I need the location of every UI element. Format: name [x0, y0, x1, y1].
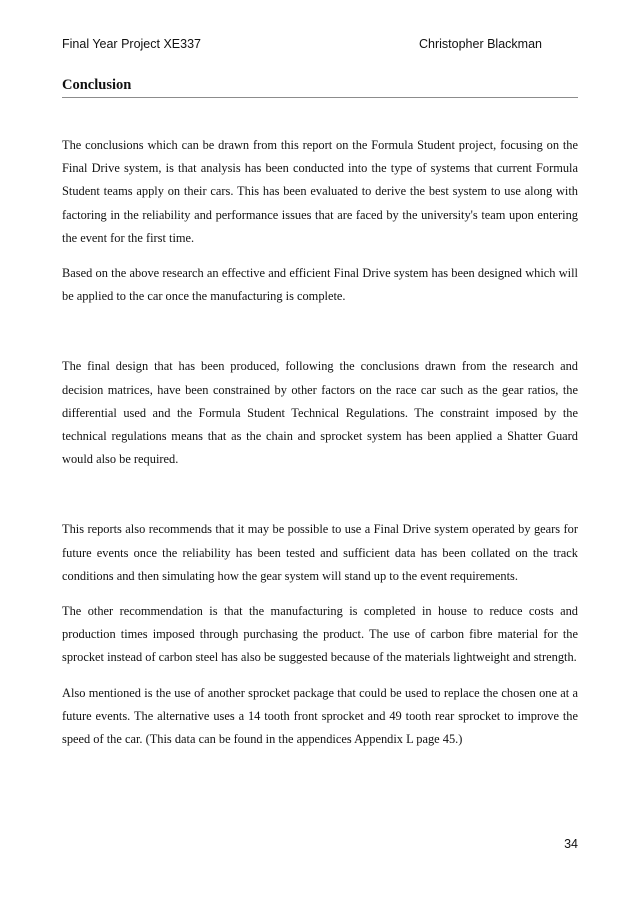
- header-project-title: Final Year Project XE337: [62, 37, 201, 51]
- page-number: 34: [564, 837, 578, 851]
- page-header: [62, 37, 578, 55]
- paragraph-1: The conclusions which can be drawn from this report on the Formula Student project, focusing on the Final Drive system, is that analysis has been conducted into the type of systems that current Formula Student teams apply on their cars. This has been evaluated to derive the best system to use along with factoring in the reliability and performance issues that are faced by the university's team upon entering the event for the first time.: [62, 138, 578, 245]
- paragraph-4: This reports also recommends that it may be possible to use a Final Drive system operated by gears for future events once the reliability has been tested and sufficient data has been collated on the track conditions and then simulating how the gear system will stand up to the event requirements.: [62, 522, 578, 583]
- paragraph-2: Based on the above research an effective and efficient Final Drive system has been designed which will be applied to the car once the manufacturing is complete.: [62, 266, 578, 304]
- paragraph-3: The final design that has been produced, following the conclusions drawn from the research and decision matrices, have been constrained by other factors on the race car such as the gear ratios, the differential used and the Formula Student Technical Regulations. The constraint imposed by the technical regulations means that as the chain and sprocket system has been applied a Shatter Guard would also be required.: [62, 359, 578, 467]
- section-title: Conclusion: [62, 77, 132, 93]
- paragraph-5: The other recommendation is that the manufacturing is completed in house to reduce costs and production times imposed through purchasing the product. The use of carbon fibre material for the sprocket instead of carbon steel has also be suggested because of the materials lightweight and strength.: [62, 604, 578, 665]
- paragraph-6: Also mentioned is the use of another sprocket package that could be used to replace the chosen one at a future events. The alternative uses a 14 tooth front sprocket and 49 tooth rear sprocket to improve the speed of the car. (This data can be found in the appendices Appendix L page 45.): [62, 685, 578, 747]
- title-divider: [62, 97, 578, 98]
- document-body: [62, 134, 578, 751]
- header-author: Christopher Blackman: [419, 37, 542, 51]
